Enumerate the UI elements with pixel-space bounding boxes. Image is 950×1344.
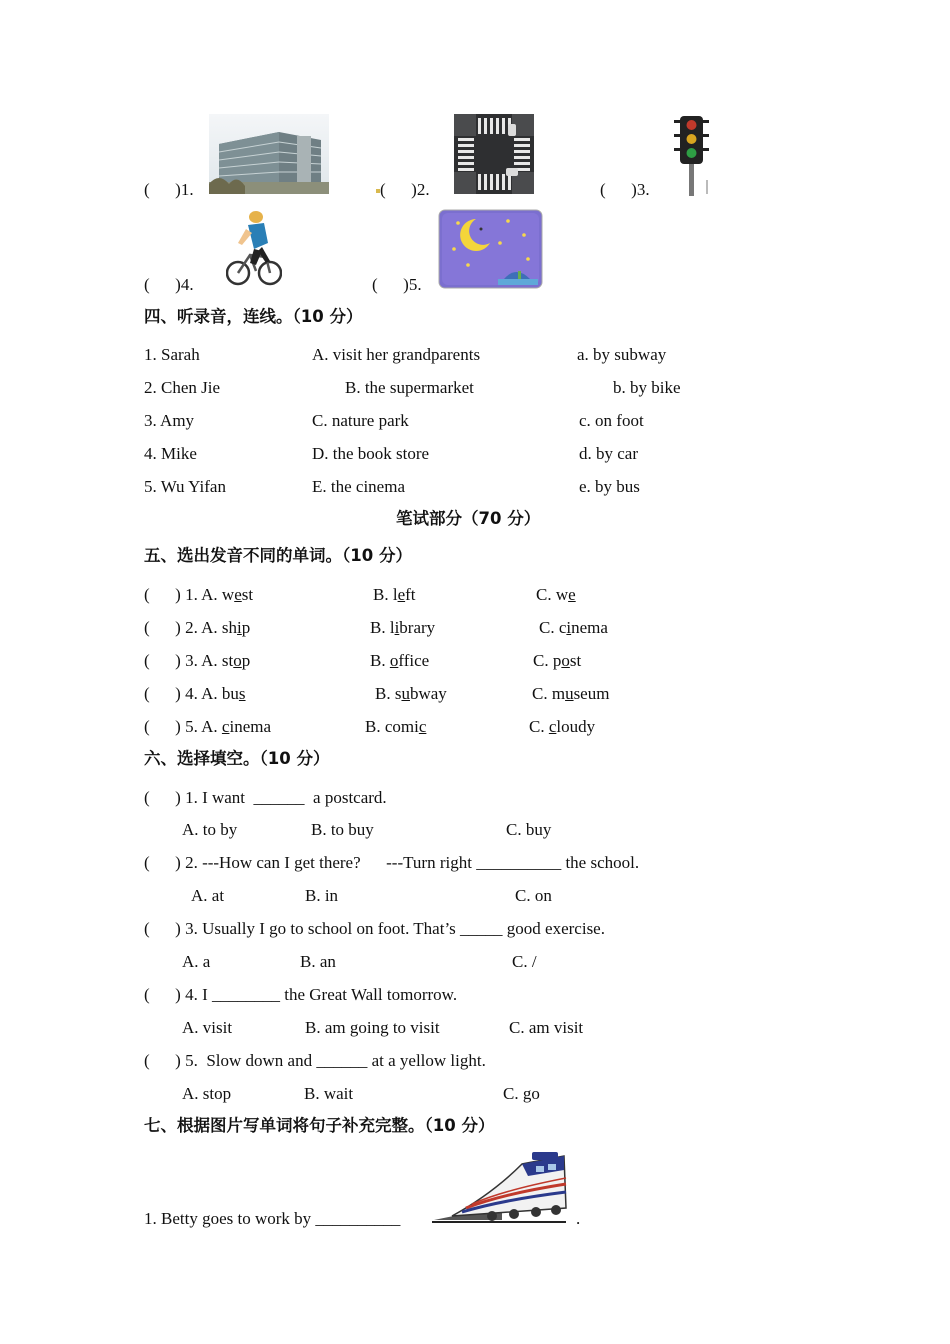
s6-q1-c: C. buy xyxy=(506,820,552,839)
s4-place-4: D. the book store xyxy=(312,444,430,463)
night-sky-icon xyxy=(438,209,543,289)
s6-q5-stem: ( ) 5. Slow down and ______ at a yellow light. xyxy=(144,1051,486,1070)
s4-name-3: 3. Amy xyxy=(144,411,195,430)
traffic-light-icon xyxy=(672,114,712,196)
s6-q5-a: A. stop xyxy=(182,1084,232,1103)
s6-q4-a: A. visit xyxy=(182,1018,233,1037)
question-paren-4: ( )4. xyxy=(144,275,194,294)
s6-q5-b: B. wait xyxy=(304,1084,354,1103)
s5-row-1: ( ) 1. A. west xyxy=(144,585,254,604)
s4-place-3: C. nature park xyxy=(312,411,409,430)
s5-row-2: ( ) 2. A. ship xyxy=(144,618,251,637)
section4-title: 四、听录音，连线。（10 分） xyxy=(144,307,363,326)
s4-way-1: a. by subway xyxy=(577,345,667,364)
s5-option-b-1: B. left xyxy=(373,585,416,604)
s4-name-1: 1. Sarah xyxy=(144,345,200,364)
s6-q1-b: B. to buy xyxy=(311,820,374,839)
written-part-title: 笔试部分（70 分） xyxy=(396,509,541,528)
s4-way-5: e. by bus xyxy=(579,477,640,496)
s5-option-c-5: C. cloudy xyxy=(529,717,596,736)
cyclist-icon xyxy=(226,207,282,289)
s4-way-4: d. by car xyxy=(579,444,639,463)
s5-option-b-2: B. library xyxy=(370,618,436,637)
s7-q1-text: 1. Betty goes to work by __________ xyxy=(144,1209,401,1228)
s5-option-b-3: B. office xyxy=(370,651,430,670)
s6-q1-stem: ( ) 1. I want ______ a postcard. xyxy=(144,788,387,807)
s5-option-b-4: B. subway xyxy=(375,684,447,703)
s6-q3-c: C. / xyxy=(512,952,537,971)
s4-name-2: 2. Chen Jie xyxy=(144,378,221,397)
s4-name-5: 5. Wu Yifan xyxy=(144,477,226,496)
s6-q4-c: C. am visit xyxy=(509,1018,584,1037)
s5-option-b-5: B. comic xyxy=(365,717,427,736)
s5-option-c-1: C. we xyxy=(536,585,576,604)
s4-place-2: B. the supermarket xyxy=(345,378,474,397)
section5-title: 五、选出发音不同的单词。（10 分） xyxy=(144,546,412,565)
s6-q2-stem: ( ) 2. ---How can I get there? ---Turn right __________ the school. xyxy=(144,853,640,872)
s4-place-1: A. visit her grandparents xyxy=(312,345,481,364)
s5-option-c-2: C. cinema xyxy=(539,618,608,637)
s4-name-4: 4. Mike xyxy=(144,444,197,463)
question-paren-5: ( )5. xyxy=(372,275,422,294)
s6-q5-c: C. go xyxy=(503,1084,540,1103)
s6-q2-c: C. on xyxy=(515,886,552,905)
s5-row-3: ( ) 3. A. stop xyxy=(144,651,251,670)
question-paren-2: ( )2. xyxy=(380,180,430,199)
s6-q2-a: A. at xyxy=(191,886,225,905)
s6-q3-stem: ( ) 3. Usually I go to school on foot. That’s _____ good exercise. xyxy=(144,919,605,938)
s4-way-3: c. on foot xyxy=(579,411,644,430)
s6-q2-b: B. in xyxy=(305,886,339,905)
section7-title: 七、根据图片写单词将句子补充完整。（10 分） xyxy=(144,1116,495,1135)
s6-q4-stem: ( ) 4. I ________ the Great Wall tomorrow. xyxy=(144,985,458,1004)
modern-building-icon xyxy=(209,114,329,194)
s5-option-c-4: C. museum xyxy=(532,684,610,703)
s6-q1-a: A. to by xyxy=(182,820,238,839)
crossroads-icon xyxy=(454,114,534,194)
s6-q3-a: A. a xyxy=(182,952,211,971)
s6-q3-b: B. an xyxy=(300,952,336,971)
s4-place-5: E. the cinema xyxy=(312,477,405,496)
s5-row-4: ( ) 4. A. bus xyxy=(144,684,246,703)
question-paren-3: ( )3. xyxy=(600,180,650,199)
s7-q1-period: . xyxy=(576,1209,581,1228)
s6-q4-b: B. am going to visit xyxy=(305,1018,440,1037)
section6-title: 六、选择填空。（10 分） xyxy=(144,749,330,768)
question-paren-1: ( )1. xyxy=(144,180,194,199)
s5-row-5: ( ) 5. A. cinema xyxy=(144,717,272,736)
train-icon xyxy=(432,1150,568,1224)
s5-option-c-3: C. post xyxy=(533,651,582,670)
s4-way-2: b. by bike xyxy=(613,378,681,397)
